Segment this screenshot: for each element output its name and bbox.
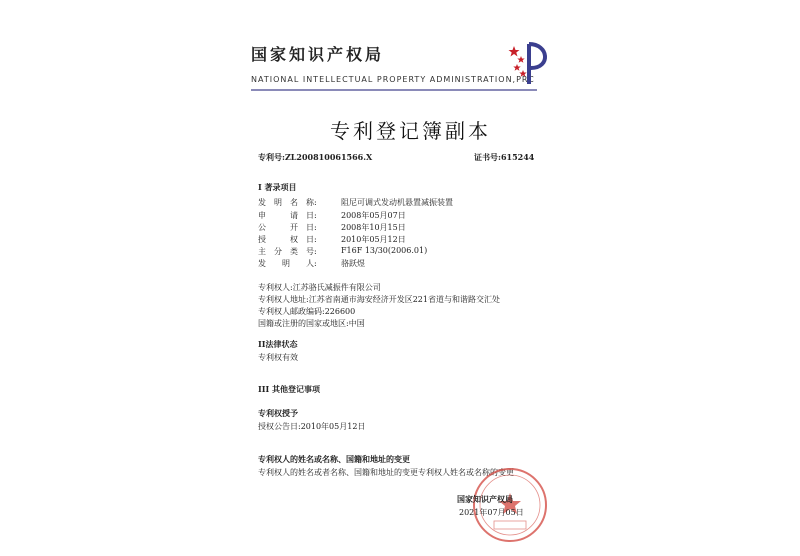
field-label: 申 请 日: xyxy=(258,211,317,220)
certificate-number: 证书号:615244 xyxy=(474,152,535,162)
field-value: F16F 13/30(2006.01) xyxy=(341,246,428,255)
field-value: 2008年10月15日 xyxy=(341,223,406,232)
section-heading-bibliographic: I 著录项目 xyxy=(258,182,297,192)
cnipa-logo-icon xyxy=(505,38,555,88)
field-label: 授 权 日: xyxy=(258,235,317,244)
field-label: 公 开 日: xyxy=(258,223,317,232)
document-title: 专利登记簿副本 xyxy=(330,119,491,143)
field-label: 发 明 人: xyxy=(258,259,317,268)
official-seal-stamp xyxy=(470,465,550,545)
patent-holder: 专利权人:江苏骆氏减振件有限公司 xyxy=(258,283,381,292)
holder-postcode: 专利权人邮政编码:226600 xyxy=(258,307,356,316)
change-text: 专利权人的姓名或者名称、国籍和地址的变更专利权人姓名或名称的变更 xyxy=(258,468,514,477)
field-value: 骆跃煜 xyxy=(341,259,365,268)
field-value: 阻尼可调式发动机悬置减振装置 xyxy=(341,198,453,207)
holder-address: 专利权人地址:江苏省南通市海安经济开发区221省道与和谐路交汇处 xyxy=(258,295,500,304)
change-heading: 专利权人的姓名或名称、国籍和地址的变更 xyxy=(258,454,410,464)
issuing-org: 国家知识产权局 xyxy=(457,494,513,504)
section-heading-other-matters: III 其他登记事项 xyxy=(258,384,321,394)
field-value: 2010年05月12日 xyxy=(341,235,406,244)
header-divider xyxy=(251,89,537,91)
field-label: 主 分 类 号: xyxy=(258,247,317,256)
field-label: 发 明 名 称: xyxy=(258,198,317,207)
legal-status: 专利权有效 xyxy=(258,353,298,362)
grant-heading: 专利权授予 xyxy=(258,408,298,418)
field-value: 2008年05月07日 xyxy=(341,211,406,220)
section-heading-legal-status: II法律状态 xyxy=(258,339,298,349)
org-name-english: NATIONAL INTELLECTUAL PROPERTY ADMINISTRATION,PRC xyxy=(251,75,535,84)
patent-number: 专利号:ZL200810061566.X xyxy=(258,152,373,162)
holder-country: 国籍或注册的国家或地区:中国 xyxy=(258,319,365,328)
grant-date: 授权公告日:2010年05月12日 xyxy=(258,422,366,431)
org-name-chinese: 国家知识产权局 xyxy=(251,45,385,64)
issue-date: 2021年07月05日 xyxy=(459,508,524,517)
